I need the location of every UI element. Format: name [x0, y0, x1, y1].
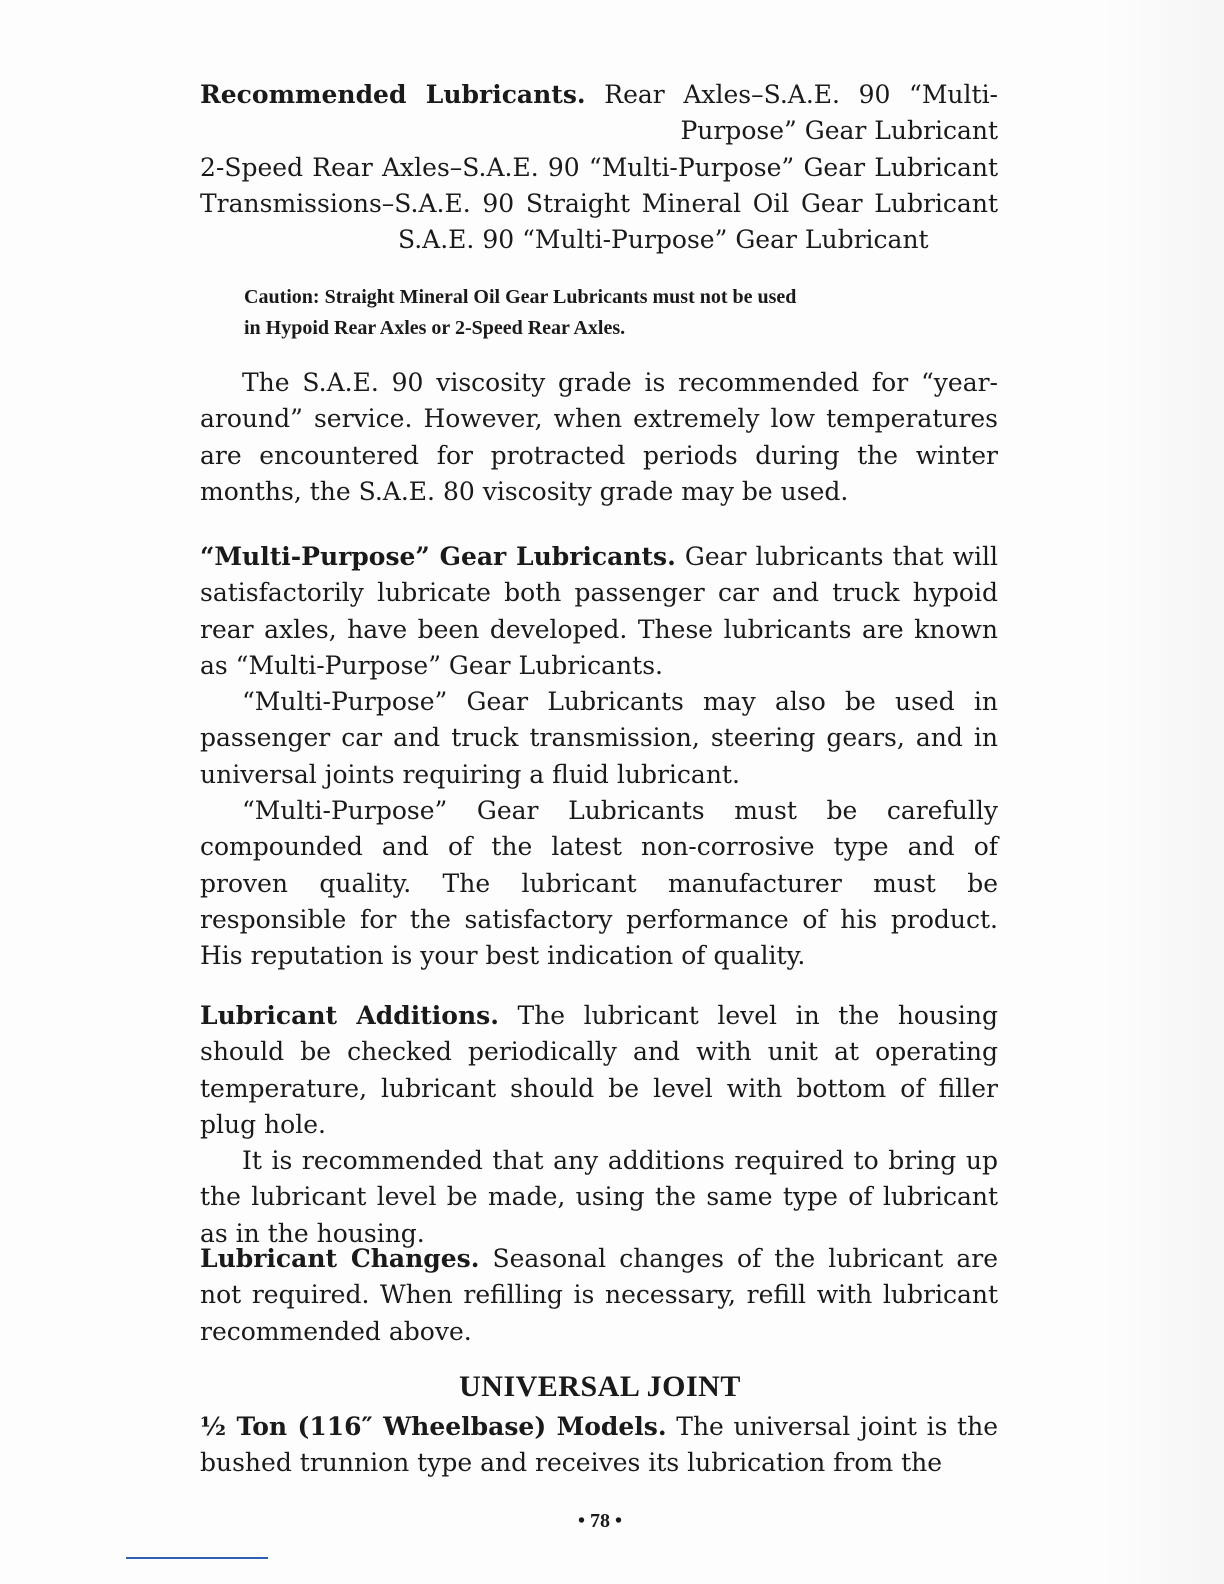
rear-axles-spec: Rear Axles–S.A.E. 90 “Multi- — [604, 80, 999, 109]
bottom-rule — [126, 1557, 268, 1559]
changes-p1-text: Seasonal changes of the lubricant are not required. When refilling is necessary, refill with lubricant recommended above. — [200, 1244, 998, 1346]
multipurpose-paragraph-1 — [200, 539, 998, 684]
universal-joint-text: The universal joint is the bushed trunnion type and receives its lubrication from the — [200, 1412, 999, 1478]
multipurpose-paragraph-3: “Multi-Purpose” Gear Lubricants must be carefully compounded and of the latest non-corrosive type and of proven quality. The lubricant manufacturer must be responsible for the satisfactory performance of his product. His reputation is your best indication of quality. — [200, 796, 998, 971]
additions-paragraph-2: It is recommended that any additions required to bring up the lubricant level be made, using the same type of lubricant as in the housing. — [200, 1146, 998, 1248]
universal-joint-title: UNIVERSAL JOINT — [459, 1370, 741, 1403]
recommended-lubricants-section — [200, 77, 998, 258]
additions-paragraph-1 — [200, 998, 998, 1143]
multipurpose-paragraph-2: “Multi-Purpose” Gear Lubricants may also be used in passenger car and truck transmission, steering gears, and in universal joints requiring a fluid lubricant. — [200, 687, 998, 789]
caution-line-1: Caution: Straight Mineral Oil Gear Lubricants must not be used — [244, 286, 797, 308]
caution-line-2: in Hypoid Rear Axles or 2-Speed Rear Axles. — [244, 317, 626, 339]
multipurpose-heading: “Multi-Purpose” Gear Lubricants. — [200, 542, 676, 571]
lubricants-line-2: Purpose” Gear Lubricant — [680, 116, 998, 146]
additions-section — [200, 998, 998, 1252]
transmissions-spec: Transmissions–S.A.E. 90 Straight Mineral Oil Gear Lubricant — [200, 188, 998, 218]
page-number: • 78 • — [577, 1510, 622, 1532]
changes-section — [200, 1241, 998, 1350]
viscosity-text: The S.A.E. 90 viscosity grade is recommended for “year-around” service. However, when extremely low temperatures are encountered for protracted periods during the winter months, the S.A.E. 80 viscosity grade may be used. — [200, 368, 998, 506]
universal-joint-heading: ½ Ton (116″ Wheelbase) Models. — [200, 1412, 667, 1441]
additions-p1-text: The lubricant level in the housing should be checked periodically and with unit at operating temperature, lubricant should be level with bottom of filler plug hole. — [200, 1001, 999, 1139]
two-speed-axles-spec: 2-Speed Rear Axles–S.A.E. 90 “Multi-Purpose” Gear Lubricant — [200, 152, 998, 182]
additions-heading: Lubricant Additions. — [200, 1001, 499, 1030]
transmissions-spec-alt: S.A.E. 90 “Multi-Purpose” Gear Lubricant — [398, 225, 929, 255]
viscosity-paragraph — [200, 365, 998, 510]
lubricants-line-1 — [200, 77, 998, 113]
changes-heading: Lubricant Changes. — [200, 1244, 480, 1273]
caution-note — [244, 282, 964, 344]
universal-joint-paragraph — [200, 1409, 998, 1482]
multipurpose-p1-text: Gear lubricants that will satisfactorily lubricate both passenger car and truck hypoid rear axles, have been developed. These lubricants are known as “Multi-Purpose” Gear Lubricants. — [200, 542, 998, 680]
recommended-lubricants-heading: Recommended Lubricants. — [200, 80, 586, 109]
multipurpose-section — [200, 539, 998, 975]
changes-paragraph — [200, 1241, 998, 1350]
page-edge-shading — [1104, 0, 1224, 1584]
universal-joint-section — [200, 1409, 998, 1482]
